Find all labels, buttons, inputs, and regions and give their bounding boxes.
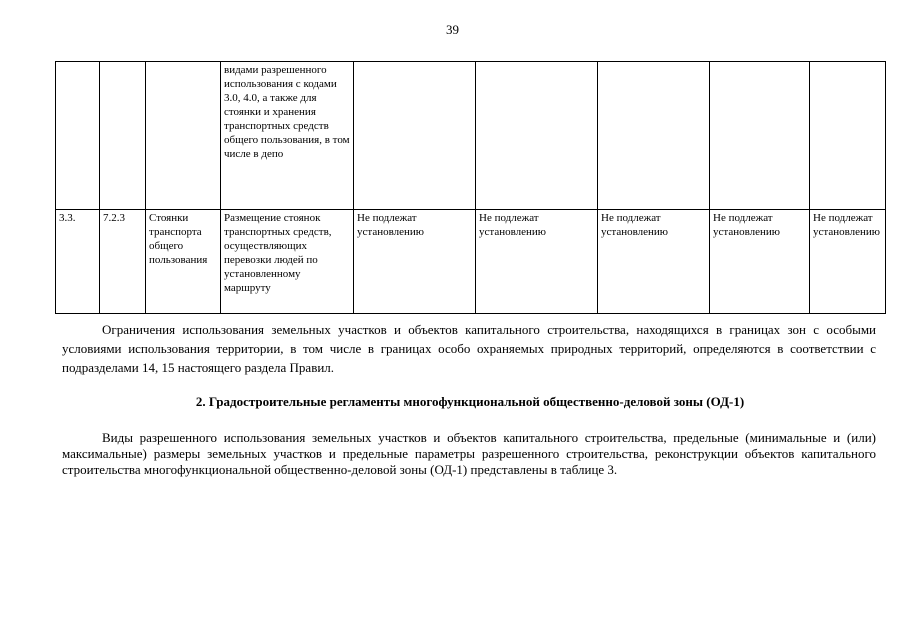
table-cell: [100, 62, 146, 210]
parameter-cell: Не подлежат установлению: [598, 210, 710, 314]
use-name-cell: Стоянки транспорта общего пользования: [146, 210, 221, 314]
table-cell: [710, 62, 810, 210]
table-cell: видами разрешенного использования с кодами 3.0, 4.0, а также для стоянки и хранения транспортных средств общего пользования, в том числе в депо: [221, 62, 354, 210]
restrictions-paragraph: Ограничения использования земельных участков и объектов капитального строительства, находящихся в границах зон с особыми условиями использования территории, в том числе в границах особо охраняемых природных территорий, определяются в соответствии с подразделами 14, 15 настоящего раздела Правил.: [62, 322, 876, 375]
row-number-cell: 3.3.: [56, 210, 100, 314]
zone-description-paragraph: Виды разрешенного использования земельных участков и объектов капитального строительства, предельные (минимальные и (или) максимальные) размеры земельных участков и предельные параметры разрешенного строительства, реконструкции объектов капитального строительства многофункциональной общественно-деловой зоны (ОД-1) представлены в таблице 3.: [62, 430, 876, 477]
parameter-cell: Не подлежат установлению: [476, 210, 598, 314]
parameter-cell: Не подлежат установлению: [710, 210, 810, 314]
regulations-table: [55, 61, 886, 314]
table-cell: [810, 62, 886, 210]
use-description-cell: Размещение стоянок транспортных средств, осуществляющих перевозки людей по установленному маршруту: [221, 210, 354, 314]
section-heading: 2. Градостроительные регламенты многофункциональной общественно-деловой зоны (ОД-1): [195, 394, 745, 409]
parameter-cell: Не подлежат установлению: [810, 210, 886, 314]
page-number: 39: [446, 22, 459, 37]
table-row: [56, 62, 886, 210]
table-cell: [354, 62, 476, 210]
parameter-cell: Не подлежат установлению: [354, 210, 476, 314]
table-cell: [146, 62, 221, 210]
table-cell: [56, 62, 100, 210]
table-row: [56, 210, 886, 314]
table-cell: [476, 62, 598, 210]
code-cell: 7.2.3: [100, 210, 146, 314]
table-cell: [598, 62, 710, 210]
